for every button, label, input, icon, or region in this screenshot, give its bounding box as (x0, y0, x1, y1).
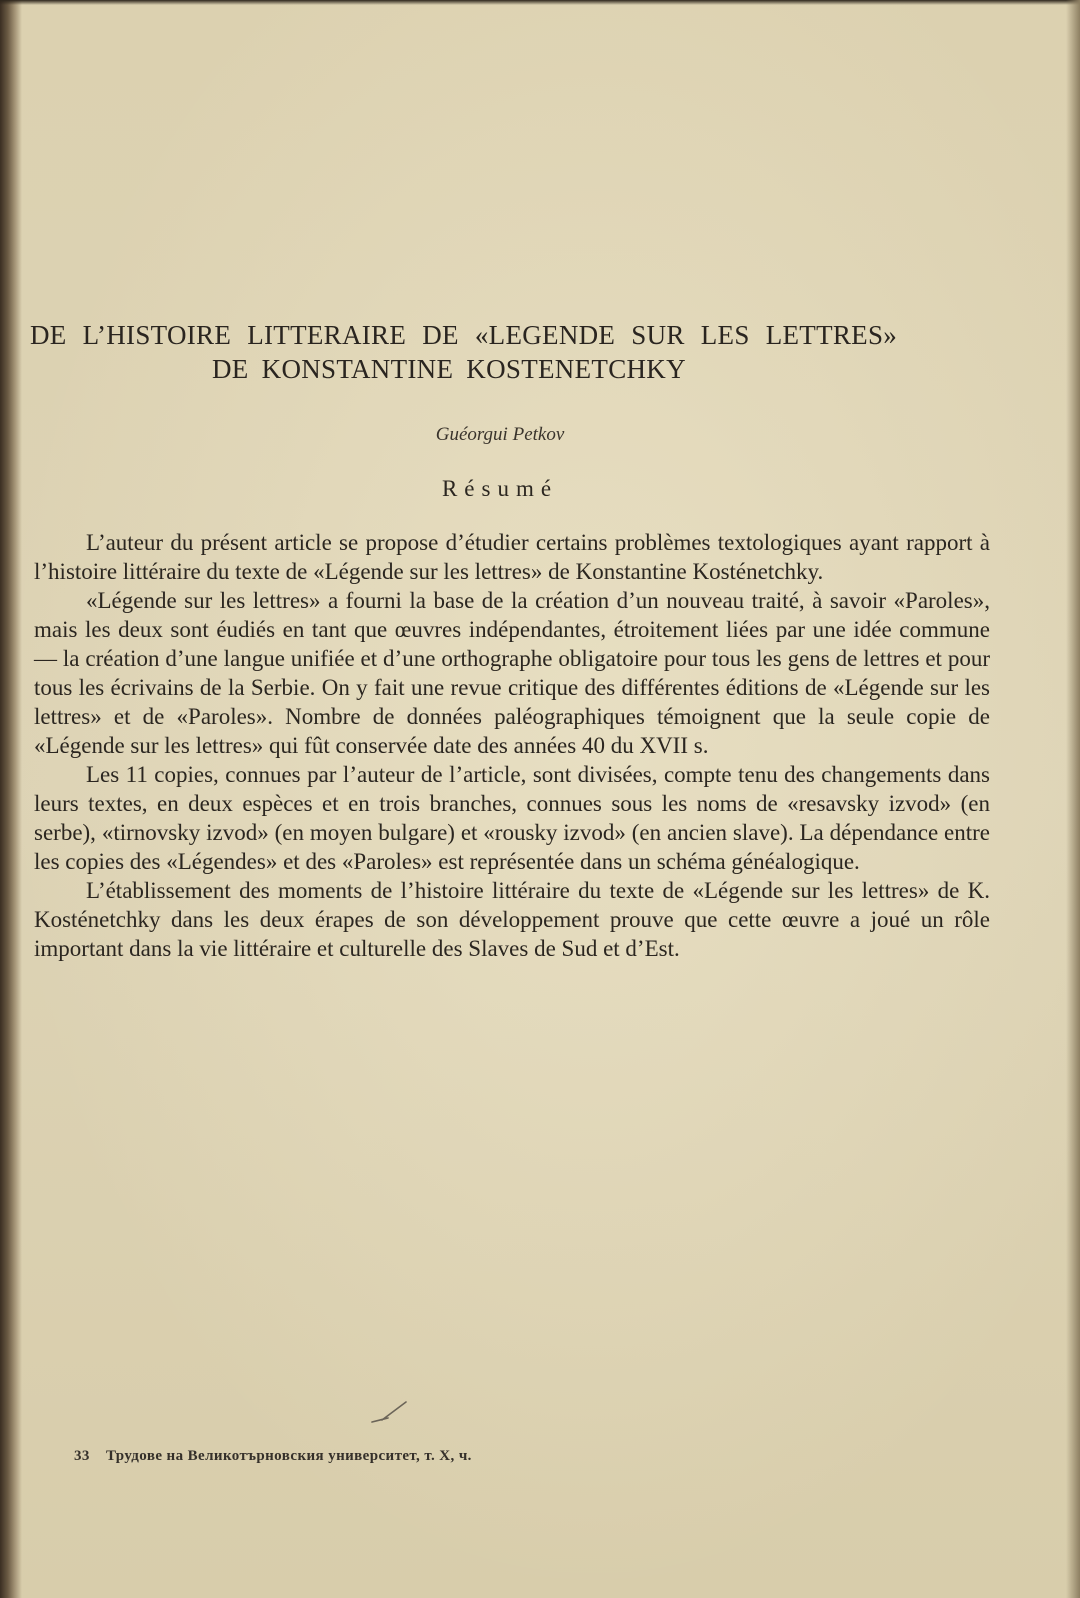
paragraph-1: L’auteur du présent article se propose d’étudier certains problèmes textologiques ayant rapport à l’histoire littéraire du texte de «Légende sur les lettres» de Konstantine Kosténetchky. (34, 530, 990, 584)
author-name: Guéorgui Petkov (435, 424, 565, 445)
footer-text: Трудове на Великотърновския университет, т. X, ч. (105, 1448, 472, 1464)
right-edge (1066, 0, 1080, 1598)
resume-body (34, 528, 990, 963)
title-line-1: DE L’HISTOIRE LITTERAIRE DE «LEGENDE SUR LES LETTRES» (30, 320, 898, 350)
page-footer (74, 1448, 774, 1465)
title-line-2: DE KONSTANTINE KOSTENETCHKY (212, 354, 686, 384)
paragraph-2: «Légende sur les lettres» a fourni la base de la création d’un nouveau traité, à savoir «Paroles», mais les deux sont éudiés en tant que œuvres indépendantes, étroitement liées par une idée commune — la création d’une langue unifiée et d’une orthographe obligatoire pour tous les gens de lettres et pour tous les écrivains de la Serbie. On y fait une revue critique des différentes éditions de «Légende sur les lettres» et de «Paroles». Nombre de données paléographiques témoignent que la seule copie de «Légende sur les lettres» qui fût conservée date des années 40 du XVII s. (34, 588, 990, 758)
binding-edge (0, 0, 22, 1598)
pencil-mark (368, 1398, 418, 1428)
paragraph-4: L’établissement des moments de l’histoire littéraire du texte de «Légende sur les lettres» de K. Kosténetchky dans les deux érapes de son développement prouve que cette œuvre a joué un rôle important dans la vie littéraire et culturelle des Slaves de Sud et d’Est. (34, 878, 990, 961)
top-edge (0, 0, 1080, 5)
page-number: 33 (74, 1448, 90, 1464)
paragraph-3: Les 11 copies, connues par l’auteur de l’article, sont divisées, compte tenu des changements dans leurs textes, en deux espèces et en trois branches, connues sous les noms de «resavsky izvod» (en serbe), «tirnovsky izvod» (en moyen bulgare) et «rousky izvod» (en ancien slave). La dépendance entre les copies des «Légendes» et des «Paroles» est représentée dans un schéma généalogique. (34, 762, 990, 874)
article-title (30, 318, 990, 386)
resume-heading: Résumé (441, 476, 559, 501)
